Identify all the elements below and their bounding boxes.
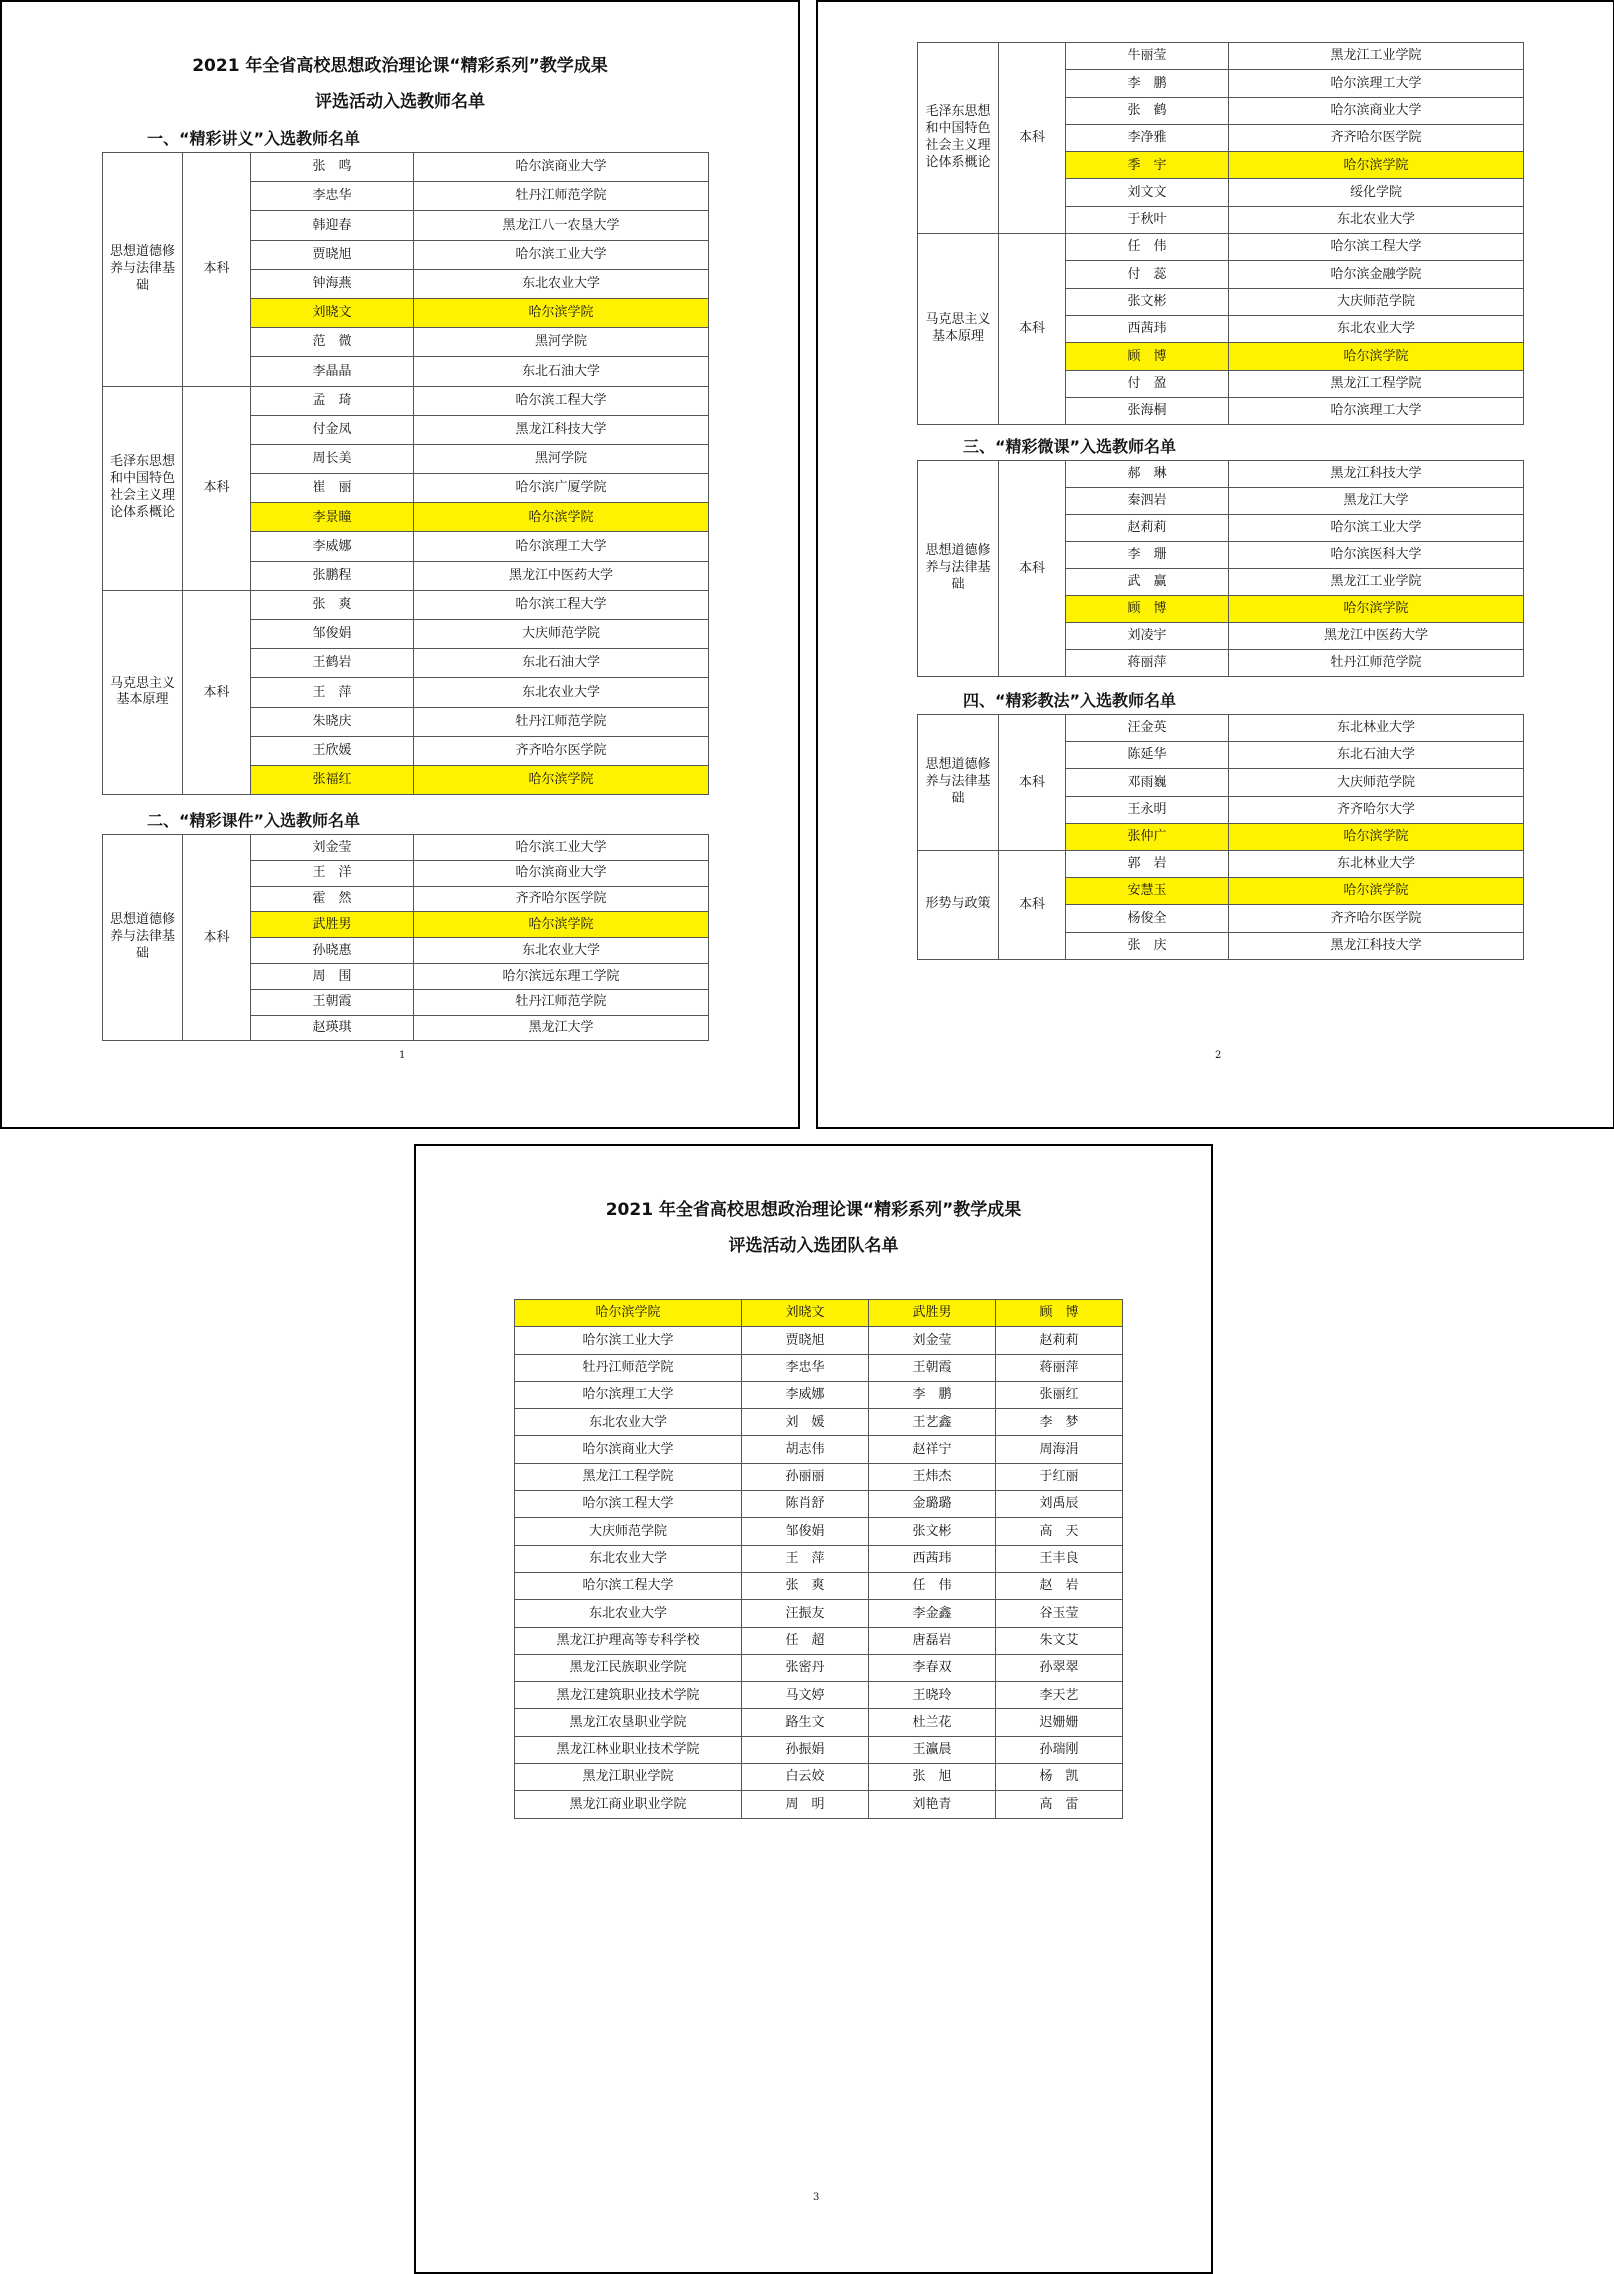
team-member-cell: 周海涓: [996, 1436, 1123, 1463]
table-row: [103, 590, 709, 619]
teacher-name-cell: 王 洋: [251, 860, 414, 886]
teacher-name-cell: 顾 博: [1066, 596, 1229, 623]
school-cell: 黑河学院: [414, 444, 709, 473]
teacher-name-cell: 郭 岩: [1066, 850, 1229, 877]
school-cell: 哈尔滨学院: [1229, 596, 1524, 623]
school-cell: 哈尔滨工程大学: [414, 590, 709, 619]
teacher-name-cell: 李净雅: [1066, 124, 1229, 151]
team-school-cell: 黑龙江林业职业技术学院: [515, 1736, 742, 1763]
page-title-line1: 2021 年全省高校思想政治理论课“精彩系列”教学成果: [192, 56, 608, 76]
school-cell: 哈尔滨工业大学: [1229, 515, 1524, 542]
team-school-cell: 哈尔滨商业大学: [515, 1436, 742, 1463]
school-cell: 黑龙江科技大学: [1229, 932, 1524, 959]
table-row: [515, 1491, 1123, 1518]
team-school-cell: 黑龙江建筑职业技术学院: [515, 1682, 742, 1709]
teacher-name-cell: 周长美: [251, 444, 414, 473]
teacher-name-cell: 王永明: [1066, 796, 1229, 823]
teacher-name-cell: 赵瑛琪: [251, 1015, 414, 1041]
team-member-cell: 朱文艾: [996, 1627, 1123, 1654]
teacher-name-cell: 王朝霞: [251, 989, 414, 1015]
level-cell: 本科: [183, 153, 251, 387]
team-school-cell: 哈尔滨工程大学: [515, 1491, 742, 1518]
team-member-cell: 白云姣: [742, 1764, 869, 1791]
table-row: [918, 234, 1524, 261]
teacher-name-cell: 崔 丽: [251, 474, 414, 503]
team-school-cell: 东北农业大学: [515, 1545, 742, 1572]
team-school-cell: 大庆师范学院: [515, 1518, 742, 1545]
teacher-name-cell: 邓雨巍: [1066, 769, 1229, 796]
teacher-name-cell: 秦泗岩: [1066, 488, 1229, 515]
school-cell: 大庆师范学院: [414, 620, 709, 649]
school-cell: 哈尔滨学院: [1229, 152, 1524, 179]
school-cell: 哈尔滨学院: [1229, 878, 1524, 905]
table-lectures-continued: [917, 42, 1524, 425]
teacher-name-cell: 王鹤岩: [251, 649, 414, 678]
table-row: [515, 1627, 1123, 1654]
teacher-name-cell: 李威娜: [251, 532, 414, 561]
team-member-cell: 王晓玲: [869, 1682, 996, 1709]
subject-cell: 思想道德修养与法律基础: [103, 153, 183, 387]
school-cell: 哈尔滨广厦学院: [414, 474, 709, 503]
school-cell: 哈尔滨工程大学: [1229, 234, 1524, 261]
level-cell: 本科: [183, 386, 251, 590]
teacher-name-cell: 周 围: [251, 963, 414, 989]
teacher-name-cell: 赵莉莉: [1066, 515, 1229, 542]
team-school-cell: 黑龙江护理高等专科学校: [515, 1627, 742, 1654]
teacher-name-cell: 汪金英: [1066, 715, 1229, 742]
team-member-cell: 于红丽: [996, 1463, 1123, 1490]
teacher-name-cell: 安慧玉: [1066, 878, 1229, 905]
team-member-cell: 孙振娟: [742, 1736, 869, 1763]
school-cell: 黑龙江工业学院: [1229, 43, 1524, 70]
team-member-cell: 马文婷: [742, 1682, 869, 1709]
school-cell: 牡丹江师范学院: [414, 182, 709, 211]
school-cell: 黑河学院: [414, 328, 709, 357]
team-school-cell: 东北农业大学: [515, 1409, 742, 1436]
school-cell: 牡丹江师范学院: [414, 707, 709, 736]
teacher-name-cell: 刘晓文: [251, 298, 414, 327]
team-member-cell: 张 旭: [869, 1764, 996, 1791]
table-row: [515, 1463, 1123, 1490]
teacher-name-cell: 郝 琳: [1066, 461, 1229, 488]
section-heading-methods: 四、“精彩教法”入选教师名单: [963, 691, 1177, 710]
team-school-cell: 哈尔滨理工大学: [515, 1381, 742, 1408]
teacher-name-cell: 杨俊全: [1066, 905, 1229, 932]
school-cell: 牡丹江师范学院: [414, 989, 709, 1015]
team-member-cell: 邹俊娟: [742, 1518, 869, 1545]
school-cell: 哈尔滨理工大学: [1229, 397, 1524, 424]
team-member-cell: 金璐璐: [869, 1491, 996, 1518]
level-cell: 本科: [999, 850, 1066, 959]
school-cell: 哈尔滨医科大学: [1229, 542, 1524, 569]
table-row: [918, 461, 1524, 488]
team-member-cell: 刘 媛: [742, 1409, 869, 1436]
teacher-name-cell: 邹俊娟: [251, 620, 414, 649]
team-member-cell: 李 梦: [996, 1409, 1123, 1436]
teacher-name-cell: 张海桐: [1066, 397, 1229, 424]
team-member-cell: 孙翠翠: [996, 1654, 1123, 1681]
table-row: [515, 1791, 1123, 1818]
team-member-cell: 王炜杰: [869, 1463, 996, 1490]
teacher-name-cell: 张 庆: [1066, 932, 1229, 959]
teacher-name-cell: 张福红: [251, 765, 414, 794]
teacher-name-cell: 钟海燕: [251, 269, 414, 298]
table-row: [515, 1436, 1123, 1463]
school-cell: 东北农业大学: [414, 938, 709, 964]
team-member-cell: 张文彬: [869, 1518, 996, 1545]
team-member-cell: 高 雷: [996, 1791, 1123, 1818]
table-row: [918, 850, 1524, 877]
teacher-name-cell: 张 鸣: [251, 153, 414, 182]
page-title-line2: 评选活动入选团队名单: [728, 1236, 899, 1256]
school-cell: 黑龙江工程学院: [1229, 370, 1524, 397]
teacher-name-cell: 张文彬: [1066, 288, 1229, 315]
team-member-cell: 汪振友: [742, 1600, 869, 1627]
page-number: 2: [1215, 1050, 1222, 1061]
subject-cell: 思想道德修养与法律基础: [918, 715, 999, 851]
teacher-name-cell: 付 蕊: [1066, 261, 1229, 288]
page-number: 1: [399, 1050, 406, 1061]
table-row: [515, 1409, 1123, 1436]
teacher-name-cell: 武 赢: [1066, 569, 1229, 596]
table-row: [515, 1327, 1123, 1354]
level-cell: 本科: [999, 461, 1066, 677]
level-cell: 本科: [999, 234, 1066, 425]
page-title-line2: 评选活动入选教师名单: [315, 92, 485, 112]
teacher-name-cell: 张鹏程: [251, 561, 414, 590]
school-cell: 大庆师范学院: [1229, 288, 1524, 315]
team-member-cell: 王朝霞: [869, 1354, 996, 1381]
table-row: [515, 1764, 1123, 1791]
team-member-cell: 任 超: [742, 1627, 869, 1654]
team-member-cell: 西茜玮: [869, 1545, 996, 1572]
school-cell: 哈尔滨学院: [1229, 823, 1524, 850]
subject-cell: 毛泽东思想和中国特色社会主义理论体系概论: [103, 386, 183, 590]
teacher-name-cell: 武胜男: [251, 912, 414, 938]
team-member-cell: 路生文: [742, 1709, 869, 1736]
teacher-name-cell: 付金凤: [251, 415, 414, 444]
section-heading-microlectures: 三、“精彩微课”入选教师名单: [963, 437, 1177, 456]
team-school-cell: 东北农业大学: [515, 1600, 742, 1627]
team-school-cell: 黑龙江商业职业学院: [515, 1791, 742, 1818]
team-member-cell: 李春双: [869, 1654, 996, 1681]
teacher-name-cell: 刘金莹: [251, 835, 414, 861]
table-row: [515, 1545, 1123, 1572]
table-row: [918, 43, 1524, 70]
table-row: [103, 153, 709, 182]
teacher-name-cell: 陈延华: [1066, 742, 1229, 769]
team-member-cell: 刘禹辰: [996, 1491, 1123, 1518]
school-cell: 东北林业大学: [1229, 850, 1524, 877]
school-cell: 东北石油大学: [414, 649, 709, 678]
teacher-name-cell: 张 爽: [251, 590, 414, 619]
school-cell: 东北农业大学: [414, 269, 709, 298]
team-member-cell: 杜兰花: [869, 1709, 996, 1736]
teacher-name-cell: 朱晓庆: [251, 707, 414, 736]
team-member-cell: 张 爽: [742, 1572, 869, 1599]
table-teams: [514, 1299, 1123, 1819]
page-1: [0, 0, 800, 1129]
table-row: [515, 1682, 1123, 1709]
table-row: [515, 1654, 1123, 1681]
school-cell: 哈尔滨金融学院: [1229, 261, 1524, 288]
school-cell: 哈尔滨学院: [414, 765, 709, 794]
page-title-line1: 2021 年全省高校思想政治理论课“精彩系列”教学成果: [605, 1200, 1022, 1220]
table-row: [515, 1300, 1123, 1327]
school-cell: 哈尔滨学院: [1229, 343, 1524, 370]
table-row: [103, 386, 709, 415]
team-school-cell: 黑龙江农垦职业学院: [515, 1709, 742, 1736]
section-heading-slides: 二、“精彩课件”入选教师名单: [147, 811, 361, 830]
school-cell: 东北农业大学: [1229, 315, 1524, 342]
teacher-name-cell: 贾晓旭: [251, 240, 414, 269]
school-cell: 东北石油大学: [414, 357, 709, 386]
school-cell: 东北农业大学: [414, 678, 709, 707]
page-2: [816, 0, 1614, 1129]
teacher-name-cell: 刘凌宇: [1066, 623, 1229, 650]
team-member-cell: 王丰良: [996, 1545, 1123, 1572]
school-cell: 哈尔滨理工大学: [1229, 70, 1524, 97]
school-cell: 东北石油大学: [1229, 742, 1524, 769]
teacher-name-cell: 韩迎春: [251, 211, 414, 240]
teacher-name-cell: 牛丽莹: [1066, 43, 1229, 70]
school-cell: 齐齐哈尔医学院: [414, 886, 709, 912]
subject-cell: 毛泽东思想和中国特色社会主义理论体系概论: [918, 43, 999, 234]
team-member-cell: 孙丽丽: [742, 1463, 869, 1490]
table-lectures: [102, 152, 709, 795]
school-cell: 哈尔滨工程大学: [414, 386, 709, 415]
team-member-cell: 李 鹏: [869, 1381, 996, 1408]
table-methods: [917, 714, 1524, 960]
team-member-cell: 刘晓文: [742, 1300, 869, 1327]
team-member-cell: 蒋丽萍: [996, 1354, 1123, 1381]
teacher-name-cell: 霍 然: [251, 886, 414, 912]
teacher-name-cell: 孙晓惠: [251, 938, 414, 964]
teacher-name-cell: 刘文文: [1066, 179, 1229, 206]
school-cell: 黑龙江大学: [414, 1015, 709, 1041]
subject-cell: 思想道德修养与法律基础: [103, 835, 183, 1041]
school-cell: 齐齐哈尔大学: [1229, 796, 1524, 823]
page-3: [414, 1144, 1213, 2274]
level-cell: 本科: [999, 715, 1066, 851]
level-cell: 本科: [183, 590, 251, 794]
school-cell: 齐齐哈尔医学院: [414, 736, 709, 765]
school-cell: 哈尔滨工业大学: [414, 240, 709, 269]
school-cell: 哈尔滨学院: [414, 298, 709, 327]
table-row: [515, 1736, 1123, 1763]
school-cell: 哈尔滨工业大学: [414, 835, 709, 861]
school-cell: 黑龙江科技大学: [1229, 461, 1524, 488]
school-cell: 哈尔滨学院: [414, 912, 709, 938]
school-cell: 哈尔滨理工大学: [414, 532, 709, 561]
team-member-cell: 王瀛晨: [869, 1736, 996, 1763]
page-number: 3: [813, 2192, 820, 2203]
team-member-cell: 赵莉莉: [996, 1327, 1123, 1354]
team-member-cell: 谷玉莹: [996, 1600, 1123, 1627]
teacher-name-cell: 季 宇: [1066, 152, 1229, 179]
table-row: [515, 1518, 1123, 1545]
team-member-cell: 张密丹: [742, 1654, 869, 1681]
team-member-cell: 顾 博: [996, 1300, 1123, 1327]
team-member-cell: 张丽红: [996, 1381, 1123, 1408]
teacher-name-cell: 付 盈: [1066, 370, 1229, 397]
level-cell: 本科: [183, 835, 251, 1041]
teacher-name-cell: 王欣媛: [251, 736, 414, 765]
table-row: [918, 715, 1524, 742]
team-member-cell: 赵 岩: [996, 1572, 1123, 1599]
school-cell: 黑龙江工业学院: [1229, 569, 1524, 596]
table-row: [515, 1354, 1123, 1381]
team-member-cell: 唐磊岩: [869, 1627, 996, 1654]
table-row: [515, 1709, 1123, 1736]
school-cell: 哈尔滨学院: [414, 503, 709, 532]
school-cell: 齐齐哈尔医学院: [1229, 905, 1524, 932]
team-school-cell: 黑龙江职业学院: [515, 1764, 742, 1791]
subject-cell: 思想道德修养与法律基础: [918, 461, 999, 677]
team-member-cell: 刘金莹: [869, 1327, 996, 1354]
teacher-name-cell: 张 鹤: [1066, 97, 1229, 124]
teacher-name-cell: 李 珊: [1066, 542, 1229, 569]
section-heading-lectures: 一、“精彩讲义”入选教师名单: [147, 129, 361, 148]
team-member-cell: 贾晓旭: [742, 1327, 869, 1354]
team-school-cell: 哈尔滨工程大学: [515, 1572, 742, 1599]
teacher-name-cell: 李 鹏: [1066, 70, 1229, 97]
table-row: [515, 1381, 1123, 1408]
school-cell: 哈尔滨商业大学: [414, 153, 709, 182]
school-cell: 黑龙江大学: [1229, 488, 1524, 515]
school-cell: 牡丹江师范学院: [1229, 650, 1524, 677]
table-row: [515, 1600, 1123, 1627]
teacher-name-cell: 范 微: [251, 328, 414, 357]
school-cell: 哈尔滨商业大学: [414, 860, 709, 886]
school-cell: 绥化学院: [1229, 179, 1524, 206]
team-school-cell: 哈尔滨学院: [515, 1300, 742, 1327]
school-cell: 黑龙江中医药大学: [414, 561, 709, 590]
table-row: [103, 835, 709, 861]
teacher-name-cell: 李景瞳: [251, 503, 414, 532]
table-microlectures: [917, 460, 1524, 677]
team-member-cell: 武胜男: [869, 1300, 996, 1327]
team-school-cell: 黑龙江工程学院: [515, 1463, 742, 1490]
team-member-cell: 陈肖舒: [742, 1491, 869, 1518]
team-school-cell: 哈尔滨工业大学: [515, 1327, 742, 1354]
school-cell: 东北林业大学: [1229, 715, 1524, 742]
table-row: [515, 1572, 1123, 1599]
school-cell: 齐齐哈尔医学院: [1229, 124, 1524, 151]
level-cell: 本科: [999, 43, 1066, 234]
teacher-name-cell: 张仲广: [1066, 823, 1229, 850]
teacher-name-cell: 于秋叶: [1066, 206, 1229, 233]
team-member-cell: 任 伟: [869, 1572, 996, 1599]
teacher-name-cell: 李晶晶: [251, 357, 414, 386]
subject-cell: 马克思主义基本原理: [103, 590, 183, 794]
teacher-name-cell: 李忠华: [251, 182, 414, 211]
team-member-cell: 周 明: [742, 1791, 869, 1818]
team-school-cell: 牡丹江师范学院: [515, 1354, 742, 1381]
school-cell: 东北农业大学: [1229, 206, 1524, 233]
team-member-cell: 杨 凯: [996, 1764, 1123, 1791]
team-member-cell: 高 天: [996, 1518, 1123, 1545]
team-member-cell: 迟姗姗: [996, 1709, 1123, 1736]
table-slides: [102, 834, 709, 1041]
teacher-name-cell: 王 萍: [251, 678, 414, 707]
school-cell: 哈尔滨商业大学: [1229, 97, 1524, 124]
teacher-name-cell: 西茜玮: [1066, 315, 1229, 342]
subject-cell: 马克思主义基本原理: [918, 234, 999, 425]
teacher-name-cell: 顾 博: [1066, 343, 1229, 370]
team-member-cell: 李威娜: [742, 1381, 869, 1408]
school-cell: 黑龙江中医药大学: [1229, 623, 1524, 650]
team-member-cell: 孙瑞刚: [996, 1736, 1123, 1763]
team-member-cell: 王 萍: [742, 1545, 869, 1572]
teacher-name-cell: 孟 琦: [251, 386, 414, 415]
team-member-cell: 胡志伟: [742, 1436, 869, 1463]
subject-cell: 形势与政策: [918, 850, 999, 959]
teacher-name-cell: 蒋丽萍: [1066, 650, 1229, 677]
school-cell: 黑龙江八一农垦大学: [414, 211, 709, 240]
team-member-cell: 王艺鑫: [869, 1409, 996, 1436]
school-cell: 黑龙江科技大学: [414, 415, 709, 444]
school-cell: 哈尔滨远东理工学院: [414, 963, 709, 989]
team-member-cell: 刘艳青: [869, 1791, 996, 1818]
team-member-cell: 李忠华: [742, 1354, 869, 1381]
teacher-name-cell: 任 伟: [1066, 234, 1229, 261]
team-member-cell: 李金鑫: [869, 1600, 996, 1627]
team-member-cell: 李天艺: [996, 1682, 1123, 1709]
team-member-cell: 赵祥宁: [869, 1436, 996, 1463]
team-school-cell: 黑龙江民族职业学院: [515, 1654, 742, 1681]
school-cell: 大庆师范学院: [1229, 769, 1524, 796]
